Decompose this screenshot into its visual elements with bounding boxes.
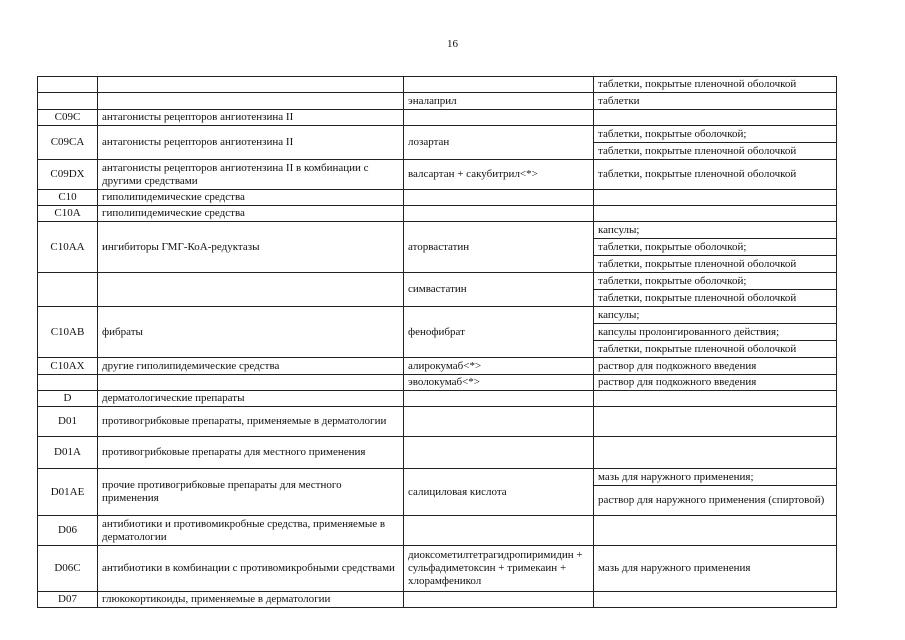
drug-name-cell	[404, 391, 594, 407]
group-name-cell: глюкокортикоиды, применяемые в дерматологии	[98, 592, 404, 608]
atc-code-cell: C10AX	[38, 358, 98, 375]
atc-code-cell	[38, 93, 98, 110]
group-name-cell	[98, 77, 404, 93]
drug-name-cell: аторвастатин	[404, 222, 594, 273]
table-row	[38, 407, 837, 437]
table-row	[38, 437, 837, 469]
atc-code-cell: C10A	[38, 206, 98, 222]
drug-name-cell: симвастатин	[404, 273, 594, 307]
drug-list-table	[37, 76, 837, 608]
dosage-form-cell: капсулы;	[594, 222, 837, 239]
table-row	[38, 273, 837, 290]
atc-code-cell	[38, 77, 98, 93]
group-name-cell: дерматологические препараты	[98, 391, 404, 407]
dosage-form-cell: раствор для подкожного введения	[594, 358, 837, 375]
drug-name-cell	[404, 190, 594, 206]
table-row	[38, 160, 837, 190]
table-row	[38, 375, 837, 391]
dosage-form-cell: мазь для наружного применения	[594, 546, 837, 592]
atc-code-cell: C09C	[38, 110, 98, 126]
dosage-form-cell: таблетки, покрытые оболочкой;	[594, 126, 837, 143]
group-name-cell: другие гиполипидемические средства	[98, 358, 404, 375]
group-name-cell: антагонисты рецепторов ангиотензина II	[98, 110, 404, 126]
atc-code-cell: D01	[38, 407, 98, 437]
dosage-form-cell: мазь для наружного применения;	[594, 469, 837, 486]
table-row	[38, 546, 837, 592]
dosage-form-cell: таблетки, покрытые пленочной оболочкой	[594, 290, 837, 307]
table-row	[38, 391, 837, 407]
group-name-cell: противогрибковые препараты для местного применения	[98, 437, 404, 469]
group-name-cell	[98, 273, 404, 307]
table-row	[38, 77, 837, 93]
drug-name-cell	[404, 437, 594, 469]
dosage-form-cell: таблетки, покрытые пленочной оболочкой	[594, 160, 837, 190]
drug-name-cell: эволокумаб<*>	[404, 375, 594, 391]
dosage-form-cell: раствор для подкожного введения	[594, 375, 837, 391]
drug-name-cell	[404, 516, 594, 546]
dosage-form-cell	[594, 190, 837, 206]
dosage-form-cell: капсулы;	[594, 307, 837, 324]
atc-code-cell: C09DX	[38, 160, 98, 190]
dosage-form-cell	[594, 437, 837, 469]
table-row	[38, 93, 837, 110]
drug-name-cell: эналаприл	[404, 93, 594, 110]
table-row	[38, 469, 837, 486]
table-row	[38, 592, 837, 608]
group-name-cell: прочие противогрибковые препараты для местного применения	[98, 469, 404, 516]
atc-code-cell: C09CA	[38, 126, 98, 160]
group-name-cell: гиполипидемические средства	[98, 206, 404, 222]
group-name-cell: гиполипидемические средства	[98, 190, 404, 206]
group-name-cell: фибраты	[98, 307, 404, 358]
dosage-form-cell: таблетки, покрытые пленочной оболочкой	[594, 256, 837, 273]
atc-code-cell: D01A	[38, 437, 98, 469]
dosage-form-cell: таблетки, покрытые оболочкой;	[594, 273, 837, 290]
atc-code-cell: D06C	[38, 546, 98, 592]
table-row	[38, 206, 837, 222]
table-row	[38, 110, 837, 126]
table-row	[38, 222, 837, 239]
group-name-cell	[98, 93, 404, 110]
atc-code-cell: D07	[38, 592, 98, 608]
dosage-form-cell	[594, 407, 837, 437]
dosage-form-cell	[594, 391, 837, 407]
drug-name-cell	[404, 206, 594, 222]
drug-name-cell: лозартан	[404, 126, 594, 160]
dosage-form-cell: таблетки, покрытые оболочкой;	[594, 239, 837, 256]
table-row	[38, 307, 837, 324]
atc-code-cell: C10AB	[38, 307, 98, 358]
atc-code-cell: C10AA	[38, 222, 98, 273]
atc-code-cell: D01AE	[38, 469, 98, 516]
drug-name-cell: алирокумаб<*>	[404, 358, 594, 375]
dosage-form-cell: раствор для наружного применения (спиртовой)	[594, 486, 837, 516]
dosage-form-cell: таблетки	[594, 93, 837, 110]
dosage-form-cell: капсулы пролонгированного действия;	[594, 324, 837, 341]
drug-name-cell	[404, 592, 594, 608]
drug-name-cell: фенофибрат	[404, 307, 594, 358]
dosage-form-cell	[594, 110, 837, 126]
atc-code-cell: D	[38, 391, 98, 407]
dosage-form-cell	[594, 516, 837, 546]
group-name-cell: антибиотики и противомикробные средства, применяемые в дерматологии	[98, 516, 404, 546]
dosage-form-cell	[594, 206, 837, 222]
atc-code-cell	[38, 375, 98, 391]
dosage-form-cell	[594, 592, 837, 608]
table-row	[38, 358, 837, 375]
group-name-cell	[98, 375, 404, 391]
dosage-form-cell: таблетки, покрытые пленочной оболочкой	[594, 143, 837, 160]
dosage-form-cell: таблетки, покрытые пленочной оболочкой	[594, 77, 837, 93]
dosage-form-cell: таблетки, покрытые пленочной оболочкой	[594, 341, 837, 358]
table-row	[38, 516, 837, 546]
group-name-cell: противогрибковые препараты, применяемые в дерматологии	[98, 407, 404, 437]
group-name-cell: антагонисты рецепторов ангиотензина II	[98, 126, 404, 160]
drug-name-cell: валсартан + сакубитрил<*>	[404, 160, 594, 190]
table-row	[38, 126, 837, 143]
group-name-cell: антибиотики в комбинации с противомикробными средствами	[98, 546, 404, 592]
drug-name-cell: диоксометилтетрагидропиримидин + сульфадиметоксин + тримекаин + хлорамфеникол	[404, 546, 594, 592]
page-number: 16	[447, 38, 458, 50]
drug-name-cell	[404, 77, 594, 93]
drug-name-cell	[404, 407, 594, 437]
atc-code-cell	[38, 273, 98, 307]
group-name-cell: ингибиторы ГМГ-КоА-редуктазы	[98, 222, 404, 273]
drug-name-cell	[404, 110, 594, 126]
atc-code-cell: C10	[38, 190, 98, 206]
drug-name-cell: салициловая кислота	[404, 469, 594, 516]
table-row	[38, 190, 837, 206]
atc-code-cell: D06	[38, 516, 98, 546]
group-name-cell: антагонисты рецепторов ангиотензина II в комбинации с другими средствами	[98, 160, 404, 190]
